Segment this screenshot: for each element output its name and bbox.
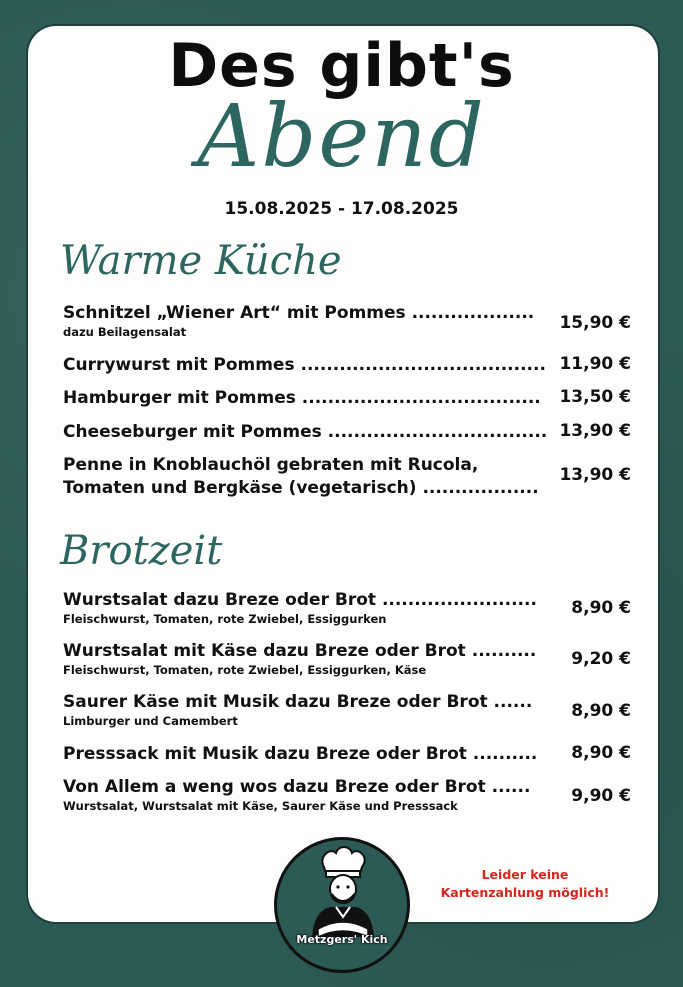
item-name: Von Allem a weng wos dazu Breze oder Brot xyxy=(63,777,486,797)
leader-dots: ..................................... xyxy=(301,388,541,408)
item-description: Limburger und Camembert xyxy=(63,714,238,728)
item-name-line xyxy=(63,743,631,766)
item-name-cont: Tomaten und Bergkäse (vegetarisch) xyxy=(63,478,417,498)
menu-item xyxy=(63,589,631,627)
chef-icon xyxy=(274,837,410,973)
item-name: Hamburger mit Pommes xyxy=(63,388,296,408)
item-name: Saurer Käse mit Musik dazu Breze oder Brot xyxy=(63,692,488,712)
logo-text: Metzgers' Kich xyxy=(296,933,388,946)
item-name: Wurstsalat dazu Breze oder Brot xyxy=(63,590,377,610)
menu-item xyxy=(63,640,631,678)
item-name-line xyxy=(63,354,631,377)
leader-dots: ........................ xyxy=(381,590,537,610)
item-name-line1: Penne in Knoblauchöl gebraten mit Rucola, xyxy=(63,455,479,475)
item-name: Cheeseburger mit Pommes xyxy=(63,422,322,442)
menu-item xyxy=(63,354,631,377)
item-name: Presssack mit Musik dazu Breze oder Brot xyxy=(63,744,467,764)
item-name-line xyxy=(63,421,631,444)
logo xyxy=(274,837,410,973)
item-price: 9,90 € xyxy=(571,786,631,806)
leader-dots: .................. xyxy=(422,478,539,498)
menu-item xyxy=(63,421,631,444)
item-name-line xyxy=(63,589,631,612)
item-name-line xyxy=(63,387,631,410)
leader-dots: .......... xyxy=(471,641,537,661)
section-title-brotzeit: Brotzeit xyxy=(60,528,223,574)
payment-notice-line2: Kartenzahlung möglich! xyxy=(440,885,610,900)
leader-dots: ................... xyxy=(411,303,535,323)
menu-item xyxy=(63,743,631,766)
item-name-line xyxy=(63,691,631,714)
item-name: Wurstsalat mit Käse dazu Breze oder Brot xyxy=(63,641,466,661)
date-range: 15.08.2025 - 17.08.2025 xyxy=(224,199,459,219)
item-description: Fleischwurst, Tomaten, rote Zwiebel, Essiggurken xyxy=(63,612,387,626)
title-line2: Abend xyxy=(197,87,486,187)
menu-item xyxy=(63,302,631,340)
item-price: 11,90 € xyxy=(559,354,631,374)
item-price: 8,90 € xyxy=(571,598,631,618)
item-price: 13,50 € xyxy=(559,387,631,407)
menu-item xyxy=(63,776,631,814)
item-price: 13,90 € xyxy=(559,421,631,441)
item-name-line xyxy=(63,302,631,325)
section-title-warme-kueche: Warme Küche xyxy=(60,238,342,284)
item-price: 15,90 € xyxy=(559,313,631,333)
menu-item xyxy=(63,691,631,729)
item-name-line2 xyxy=(63,477,631,500)
leader-dots: ...... xyxy=(493,692,533,712)
leader-dots: ...... xyxy=(491,777,531,797)
item-name-line xyxy=(63,776,631,799)
item-description: Fleischwurst, Tomaten, rote Zwiebel, Essiggurken, Käse xyxy=(63,663,427,677)
payment-notice-line1: Leider keine xyxy=(481,867,569,882)
menu-item xyxy=(63,454,631,500)
item-description: dazu Beilagensalat xyxy=(63,325,187,339)
item-name-line xyxy=(63,640,631,663)
item-price: 8,90 € xyxy=(571,743,631,763)
leader-dots: .................................. xyxy=(327,422,548,442)
item-price: 8,90 € xyxy=(571,701,631,721)
item-price: 13,90 € xyxy=(559,465,631,485)
leader-dots: .......... xyxy=(472,744,538,764)
item-price: 9,20 € xyxy=(571,649,631,669)
item-name: Currywurst mit Pommes xyxy=(63,355,295,375)
title-line1: Des gibt's xyxy=(168,31,515,101)
item-name: Schnitzel „Wiener Art“ mit Pommes xyxy=(63,303,406,323)
item-description: Wurstsalat, Wurstsalat mit Käse, Saurer Käse und Presssack xyxy=(63,799,458,813)
menu-item xyxy=(63,387,631,410)
leader-dots: ...................................... xyxy=(300,355,546,375)
payment-notice xyxy=(430,866,620,902)
